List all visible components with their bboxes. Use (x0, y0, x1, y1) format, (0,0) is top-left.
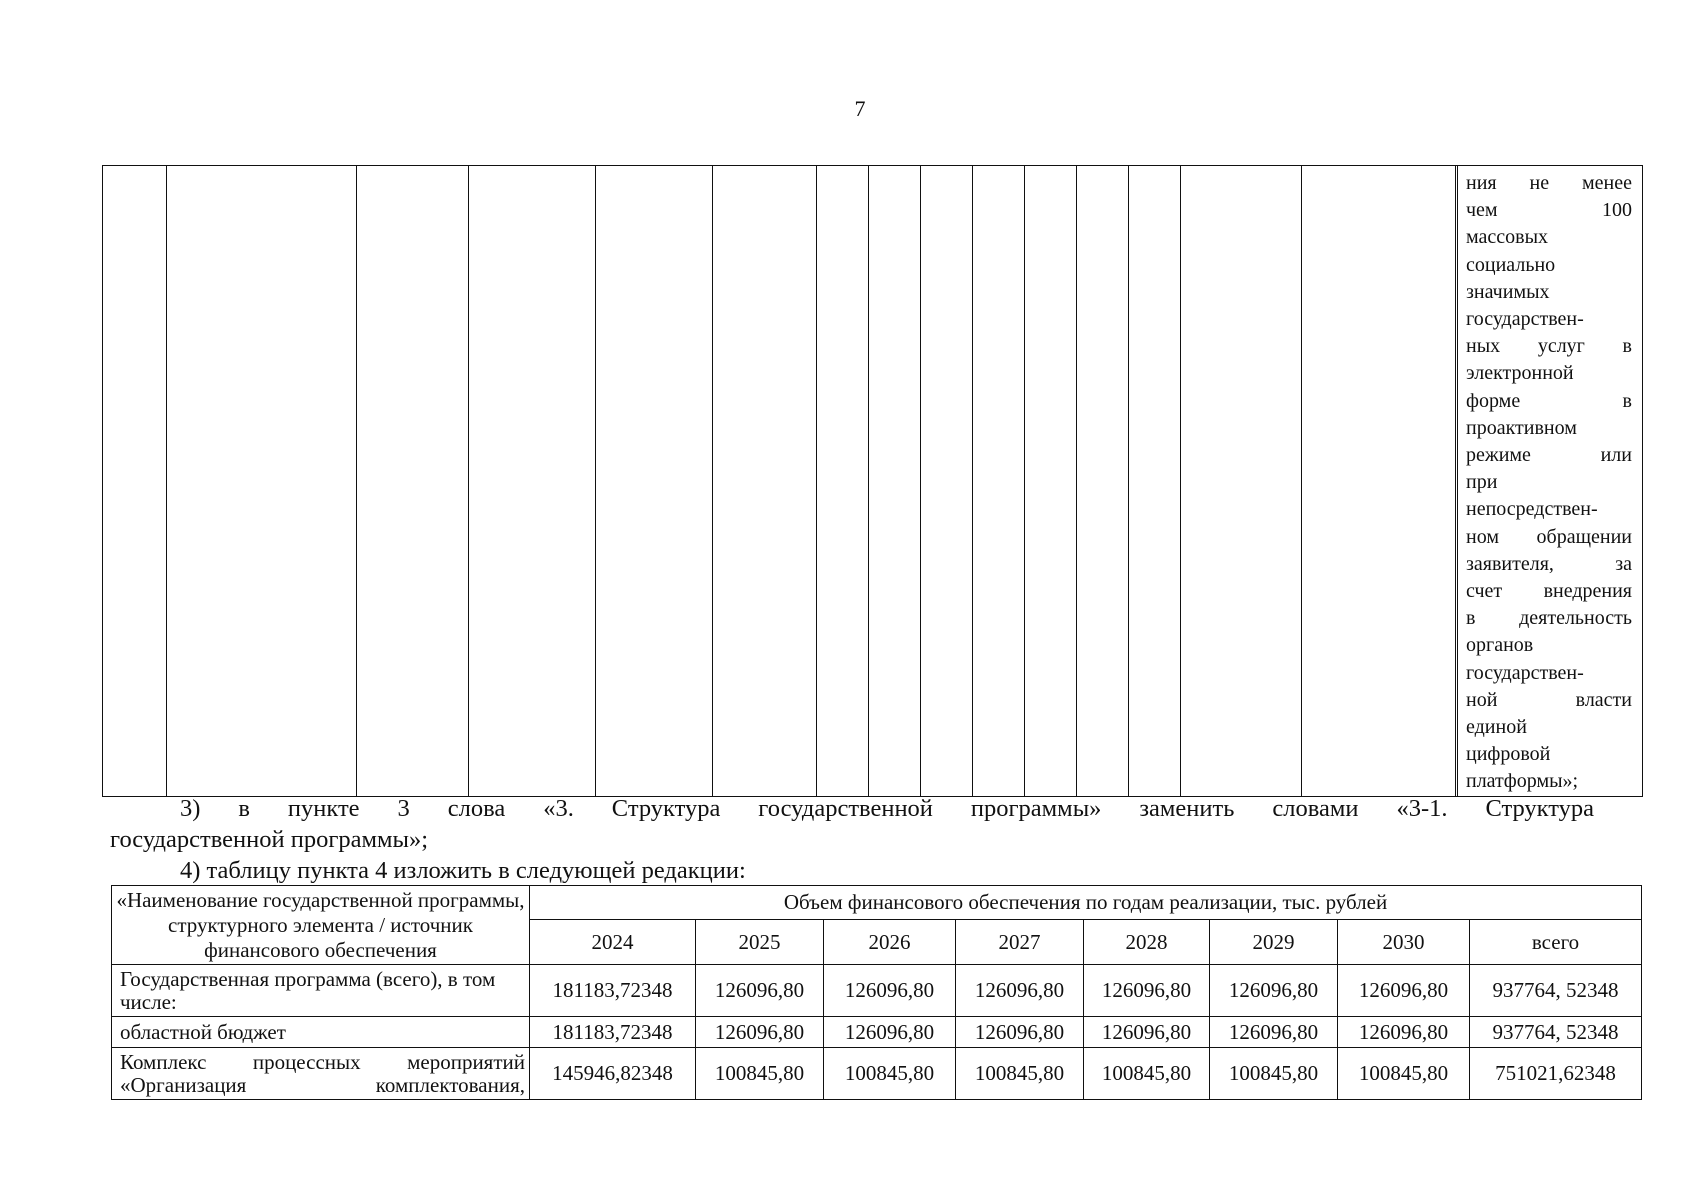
value-cell: 126096,80 (1084, 1017, 1210, 1048)
empty-cell (1025, 166, 1077, 797)
text-line: социально (1466, 253, 1556, 276)
empty-cell (103, 166, 167, 797)
financing-volume-header: Объем финансового обеспечения по годам реализации, тыс. рублей (530, 886, 1642, 920)
text-line: государствен- (1466, 308, 1584, 331)
text-line: режиме или (1466, 444, 1632, 467)
value-cell: 126096,80 (824, 965, 956, 1017)
paragraph-4: 4) таблицу пункта 4 изложить в следующей редакции: (180, 857, 746, 884)
value-cell: 100845,80 (1338, 1048, 1470, 1100)
value-cell: 126096,80 (696, 1017, 824, 1048)
text-line: государствен- (1466, 661, 1584, 684)
row-name-line: Комплекс процессных мероприятий (120, 1049, 525, 1074)
value-cell: 100845,80 (1210, 1048, 1338, 1100)
text-line: непосредствен- (1466, 498, 1598, 521)
paragraph-3-line-1: 3) в пункте 3 слова «3. Структура государственной программы» заменить словами «3-1. Структура (180, 795, 1594, 822)
page-number: 7 (854, 96, 866, 121)
empty-cell (1302, 166, 1456, 797)
text-line: цифровой (1466, 743, 1551, 766)
year-header: 2030 (1338, 920, 1470, 965)
result-description-cell (1458, 166, 1643, 797)
year-header: 2025 (696, 920, 824, 965)
empty-cell (973, 166, 1025, 797)
text-line: платформы»; (1466, 770, 1579, 793)
table-row (112, 1017, 1642, 1048)
year-header: 2029 (1210, 920, 1338, 965)
text-line: ния не менее (1466, 172, 1632, 194)
value-cell: 126096,80 (956, 1017, 1084, 1048)
financing-table (111, 885, 1642, 1100)
empty-cell (713, 166, 817, 797)
text-line: электронной (1466, 362, 1574, 385)
value-cell: 126096,80 (1338, 1017, 1470, 1048)
text-line: массовых (1466, 226, 1549, 249)
text-line: органов (1466, 634, 1534, 657)
value-cell: 126096,80 (1210, 1017, 1338, 1048)
value-cell: 126096,80 (1338, 965, 1470, 1017)
value-cell: 100845,80 (956, 1048, 1084, 1100)
value-cell: 100845,80 (824, 1048, 956, 1100)
text-line: заявителя, за (1466, 552, 1632, 575)
continuation-table (102, 165, 1643, 797)
text-line: единой (1466, 716, 1527, 739)
empty-cell (1129, 166, 1181, 797)
empty-cell (869, 166, 921, 797)
value-cell: 937764, 52348 (1470, 965, 1642, 1017)
value-cell: 145946,82348 (530, 1048, 696, 1100)
text-line: чем 100 (1466, 199, 1632, 222)
value-cell: 181183,72348 (530, 965, 696, 1017)
text-line: ных услуг в (1466, 335, 1632, 358)
text-line: счет внедрения (1466, 580, 1632, 603)
year-header: 2028 (1084, 920, 1210, 965)
text-line: проактивном (1466, 416, 1577, 439)
value-cell: 751021,62348 (1470, 1048, 1642, 1100)
empty-cell (469, 166, 596, 797)
row-name: областной бюджет (112, 1017, 530, 1048)
year-header: 2024 (530, 920, 696, 965)
text-line: форме в (1466, 389, 1632, 412)
value-cell: 181183,72348 (530, 1017, 696, 1048)
value-cell: 126096,80 (824, 1017, 956, 1048)
table-row (112, 965, 1642, 1017)
value-cell: 126096,80 (956, 965, 1084, 1017)
value-cell: 937764, 52348 (1470, 1017, 1642, 1048)
table-row (112, 1048, 1642, 1100)
empty-cell (357, 166, 469, 797)
paragraph-3-line-2: государственной программы»; (110, 826, 429, 853)
value-cell: 100845,80 (1084, 1048, 1210, 1100)
result-description-text (1466, 170, 1632, 796)
row-name (112, 1048, 530, 1100)
text-line: ном обращении (1466, 525, 1632, 548)
empty-cell (921, 166, 973, 797)
value-cell: 126096,80 (1210, 965, 1338, 1017)
year-header: 2026 (824, 920, 956, 965)
name-column-header: «Наименование государственной программы, структурного элемента / источник финансового обеспечения (112, 886, 530, 965)
row-name: Государственная программа (всего), в том числе: (112, 965, 530, 1017)
empty-cell (817, 166, 869, 797)
row-name-line: «Организация комплектования, (120, 1072, 525, 1097)
year-header: 2027 (956, 920, 1084, 965)
text-line: в деятельность (1466, 607, 1632, 630)
total-header: всего (1470, 920, 1642, 965)
text-line: значимых (1466, 280, 1550, 303)
empty-cell (1181, 166, 1302, 797)
value-cell: 126096,80 (1084, 965, 1210, 1017)
empty-cell (596, 166, 713, 797)
value-cell: 126096,80 (696, 965, 824, 1017)
paragraph-3 (110, 793, 1594, 855)
text-line: ной власти (1466, 688, 1632, 711)
text-line: при (1466, 471, 1498, 494)
empty-cell (1077, 166, 1129, 797)
empty-cell (167, 166, 357, 797)
value-cell: 100845,80 (696, 1048, 824, 1100)
